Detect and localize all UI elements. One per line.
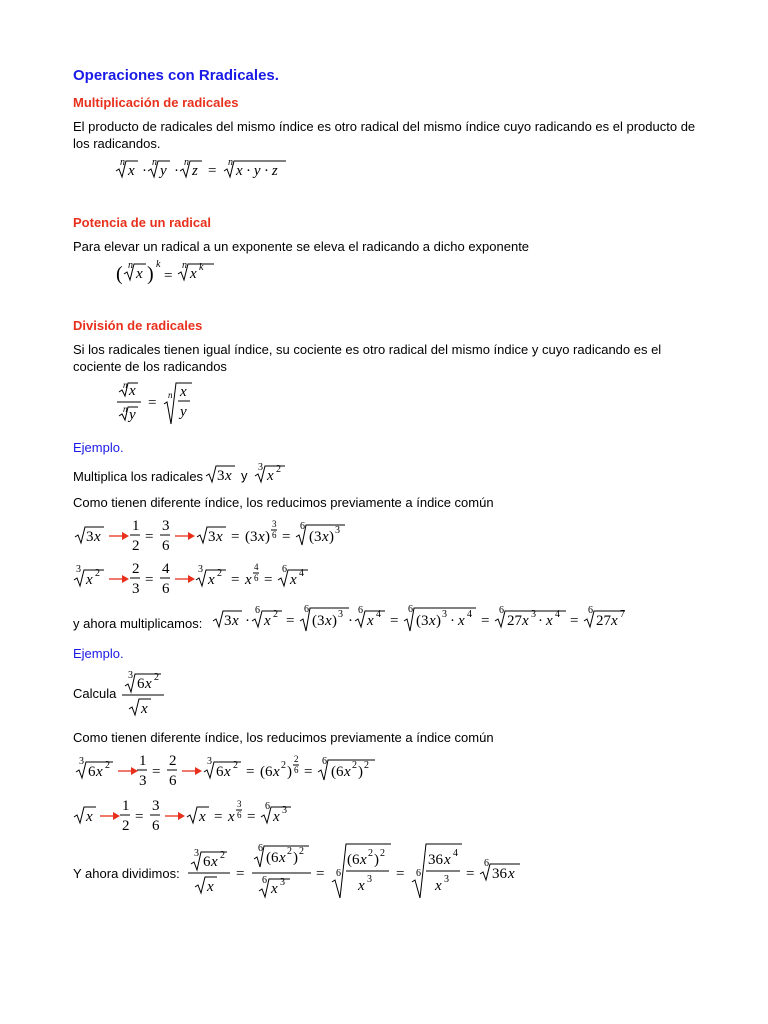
svg-text:=: = (396, 866, 405, 882)
svg-text:x: x (279, 850, 286, 866)
svg-text:=: = (214, 809, 223, 825)
svg-text:6: 6 (484, 858, 489, 869)
svg-text:3: 3 (139, 773, 147, 789)
svg-text:3: 3 (79, 756, 84, 767)
svg-text:=: = (231, 529, 240, 545)
svg-text:6: 6 (152, 818, 160, 834)
svg-text:x: x (245, 572, 252, 588)
svg-text:=: = (148, 395, 157, 411)
svg-text:3: 3 (444, 874, 449, 885)
svg-text:2: 2 (294, 754, 299, 764)
svg-text:x: x (358, 878, 365, 894)
svg-text:=: = (264, 572, 273, 588)
svg-text:k: k (199, 262, 204, 273)
svg-text:x: x (522, 613, 529, 629)
svg-text:z: z (192, 163, 198, 179)
svg-text:·: · (174, 163, 179, 179)
svg-text:4: 4 (254, 562, 259, 572)
svg-text:n: n (128, 260, 133, 271)
svg-text:6: 6 (304, 604, 309, 615)
svg-text:6: 6 (162, 538, 170, 554)
svg-text:·: · (348, 613, 353, 629)
svg-text:3: 3 (367, 874, 372, 885)
example-1-result-label: y ahora multiplicamos: (73, 616, 203, 631)
svg-text:x: x (190, 266, 197, 282)
svg-text:3: 3 (128, 670, 133, 681)
svg-text:=: = (145, 529, 154, 545)
example-2-fraction (120, 666, 180, 722)
svg-text:6: 6 (300, 521, 305, 532)
svg-text:=: = (145, 572, 154, 588)
svg-text:n: n (152, 157, 157, 168)
text-division: Si los radicales tienen igual índice, su cociente es otro radical del mismo índice y cuyo radicando es el cociente de los radicandos (73, 342, 662, 374)
example-2-step-1 (73, 750, 393, 790)
svg-text:6: 6 (169, 773, 177, 789)
svg-text:2: 2 (132, 538, 140, 554)
svg-text:3: 3 (224, 613, 232, 629)
svg-text:x: x (325, 613, 332, 629)
svg-text:=: = (208, 163, 217, 179)
svg-text:x: x (429, 613, 436, 629)
svg-text:2: 2 (352, 760, 357, 771)
svg-text:27: 27 (596, 613, 611, 629)
example-2-prompt: Calcula (73, 686, 117, 701)
svg-text:1: 1 (132, 518, 140, 534)
svg-text:(3: (3 (416, 613, 429, 629)
svg-text:36: 36 (492, 866, 507, 882)
svg-text:n: n (123, 404, 128, 414)
svg-text:x: x (273, 809, 280, 825)
svg-text:2: 2 (287, 846, 292, 857)
svg-text:(6: (6 (266, 850, 279, 866)
svg-text:(6: (6 (331, 764, 344, 780)
svg-text:1: 1 (139, 753, 147, 769)
svg-text:=: = (246, 764, 255, 780)
svg-text:2: 2 (154, 672, 159, 683)
svg-text:2: 2 (132, 561, 140, 577)
svg-text:): ) (147, 263, 154, 285)
svg-text:3: 3 (208, 529, 216, 545)
svg-text:2: 2 (169, 753, 177, 769)
svg-text:(3: (3 (312, 613, 325, 629)
svg-text:3: 3 (531, 609, 536, 620)
svg-text:y: y (129, 407, 136, 423)
svg-text:6: 6 (499, 605, 504, 616)
svg-text:3: 3 (132, 581, 140, 597)
svg-text:2: 2 (217, 568, 222, 579)
svg-text:x: x (546, 613, 553, 629)
svg-text:x: x (180, 384, 187, 400)
svg-text:x: x (145, 676, 152, 692)
svg-text:=: = (152, 764, 161, 780)
svg-text:=: = (316, 866, 325, 882)
svg-text:36: 36 (428, 852, 443, 868)
svg-text:x: x (435, 878, 442, 894)
svg-text:3: 3 (194, 848, 199, 859)
svg-text:4: 4 (453, 848, 458, 859)
svg-text:(3: (3 (309, 529, 322, 545)
svg-text:4: 4 (299, 568, 304, 579)
svg-text:x: x (216, 529, 223, 545)
svg-text:3: 3 (272, 519, 277, 529)
svg-text:n: n (168, 390, 173, 400)
svg-text:6: 6 (358, 605, 363, 616)
svg-text:x: x (271, 881, 278, 897)
svg-text:=: = (466, 866, 475, 882)
svg-text:=: = (282, 529, 291, 545)
svg-text:3: 3 (217, 468, 225, 484)
svg-text:(6: (6 (347, 852, 360, 868)
svg-text:(6: (6 (260, 764, 273, 780)
svg-text:k: k (156, 259, 161, 270)
svg-text:=: = (231, 572, 240, 588)
svg-text:6: 6 (203, 854, 211, 870)
svg-text:2: 2 (273, 609, 278, 620)
example-2-result (186, 840, 526, 902)
svg-text:y: y (160, 163, 167, 179)
svg-text:x: x (225, 468, 232, 484)
svg-text:x: x (258, 529, 265, 545)
svg-text:x: x (273, 764, 280, 780)
example-1-radicals (205, 460, 305, 488)
svg-text:x: x (232, 613, 239, 629)
svg-text:x: x (211, 854, 218, 870)
svg-text:27: 27 (507, 613, 522, 629)
svg-text:(: ( (116, 263, 123, 285)
svg-text:6: 6 (272, 530, 277, 540)
svg-text:2: 2 (233, 760, 238, 771)
svg-text:x: x (141, 701, 148, 717)
svg-text:x: x (264, 613, 271, 629)
svg-text:x: x (208, 572, 215, 588)
svg-text:2: 2 (364, 760, 369, 771)
svg-text:6: 6 (408, 604, 413, 615)
example-1-note: Como tienen diferente índice, los reducimos previamente a índice común (73, 495, 494, 510)
svg-text:3: 3 (442, 609, 447, 620)
svg-text:3: 3 (198, 564, 203, 575)
svg-text:6: 6 (322, 756, 327, 767)
svg-text:x: x (322, 529, 329, 545)
text-potencia: Para elevar un radical a un exponente se eleva el radicando a dicho exponente (73, 239, 530, 254)
svg-text:4: 4 (376, 609, 381, 620)
svg-text:x: x (207, 879, 214, 895)
svg-text:1: 1 (122, 798, 130, 814)
example-1-label: Ejemplo. (73, 440, 124, 455)
svg-text:): ) (436, 613, 441, 629)
svg-text:y: y (241, 468, 248, 483)
svg-text:6: 6 (416, 868, 421, 879)
svg-text:x: x (128, 163, 135, 179)
svg-text:=: = (247, 809, 256, 825)
text-multiplicacion: El producto de radicales del mismo índice es otro radical del mismo índice cuyo radicando es el producto de los radicandos. (73, 119, 696, 151)
svg-text:=: = (304, 764, 313, 780)
svg-text:3: 3 (207, 756, 212, 767)
svg-text:n: n (182, 260, 187, 271)
svg-text:x: x (444, 852, 451, 868)
svg-text:6: 6 (216, 764, 224, 780)
svg-text:3: 3 (338, 609, 343, 620)
svg-text:y: y (180, 404, 187, 420)
svg-text:): ) (329, 529, 334, 545)
svg-text:6: 6 (262, 875, 267, 886)
svg-text:x: x (94, 529, 101, 545)
svg-text:6: 6 (137, 676, 145, 692)
svg-text:2: 2 (220, 850, 225, 861)
svg-text:3: 3 (258, 462, 263, 473)
svg-text:x: x (508, 866, 515, 882)
svg-text:x: x (458, 613, 465, 629)
svg-text:x: x (290, 572, 297, 588)
formula-division (114, 380, 234, 430)
svg-text:7: 7 (620, 609, 625, 620)
example-1-step-1 (73, 515, 373, 555)
svg-text:·: · (538, 613, 543, 629)
svg-text:3: 3 (335, 525, 340, 536)
svg-text:x: x (136, 266, 143, 282)
svg-text:n: n (184, 157, 189, 168)
svg-text:6: 6 (162, 581, 170, 597)
svg-text:x: x (228, 809, 235, 825)
svg-text:x · y · z: x · y · z (236, 163, 278, 179)
example-1-step-2 (73, 558, 373, 598)
svg-text:·: · (245, 613, 250, 629)
svg-text:6: 6 (265, 801, 270, 812)
svg-text:6: 6 (294, 765, 299, 775)
svg-text:2: 2 (122, 818, 130, 834)
heading-division: División de radicales (73, 318, 203, 333)
svg-text:x: x (86, 809, 93, 825)
svg-text:6: 6 (88, 764, 96, 780)
page-title: Operaciones con Rradicales. (73, 67, 279, 84)
svg-text:6: 6 (254, 573, 259, 583)
svg-text:x: x (267, 468, 274, 484)
svg-text:x: x (224, 764, 231, 780)
svg-text:x: x (367, 613, 374, 629)
svg-text:x: x (199, 809, 206, 825)
svg-text:): ) (374, 852, 379, 868)
svg-text:): ) (332, 613, 337, 629)
svg-text:): ) (293, 850, 298, 866)
svg-text:4: 4 (162, 561, 170, 577)
svg-text:2: 2 (299, 846, 304, 857)
svg-text:=: = (570, 613, 579, 629)
svg-text:2: 2 (368, 848, 373, 859)
svg-text:): ) (265, 529, 270, 545)
svg-text:·: · (450, 613, 455, 629)
svg-text:=: = (390, 613, 399, 629)
formula-potencia (116, 258, 236, 288)
formula-multiplicacion (110, 155, 310, 185)
svg-text:n: n (228, 157, 233, 168)
svg-text:n: n (123, 380, 128, 390)
svg-text:): ) (358, 764, 363, 780)
svg-text:2: 2 (95, 568, 100, 579)
svg-text:·: · (142, 163, 147, 179)
svg-text:6: 6 (255, 605, 260, 616)
svg-text:2: 2 (276, 464, 281, 475)
svg-text:4: 4 (467, 609, 472, 620)
svg-text:2: 2 (380, 848, 385, 859)
svg-text:x: x (360, 852, 367, 868)
svg-text:=: = (135, 809, 144, 825)
svg-text:2: 2 (281, 760, 286, 771)
svg-text:6: 6 (336, 868, 341, 879)
svg-text:): ) (287, 764, 292, 780)
svg-text:3: 3 (237, 799, 242, 809)
example-2-step-2 (73, 795, 373, 835)
svg-text:3: 3 (280, 877, 285, 888)
example-2-label: Ejemplo. (73, 646, 124, 661)
example-1-prompt: Multiplica los radicales (73, 469, 204, 484)
svg-text:3: 3 (162, 518, 170, 534)
example-2-note: Como tienen diferente índice, los reducimos previamente a índice común (73, 730, 494, 745)
svg-text:3: 3 (282, 805, 287, 816)
svg-text:4: 4 (555, 609, 560, 620)
svg-text:n: n (120, 157, 125, 168)
svg-text:3: 3 (76, 564, 81, 575)
svg-text:3: 3 (86, 529, 94, 545)
svg-text:6: 6 (237, 810, 242, 820)
heading-potencia: Potencia de un radical (73, 215, 211, 230)
svg-text:=: = (286, 613, 295, 629)
svg-text:=: = (164, 268, 173, 284)
svg-text:=: = (481, 613, 490, 629)
svg-text:(3: (3 (245, 529, 258, 545)
svg-text:x: x (129, 383, 136, 399)
heading-multiplicacion: Multiplicación de radicales (73, 95, 239, 110)
example-1-result (212, 603, 662, 639)
svg-text:x: x (86, 572, 93, 588)
svg-text:2: 2 (105, 760, 110, 771)
svg-text:3: 3 (152, 798, 160, 814)
svg-text:=: = (236, 866, 245, 882)
svg-text:6: 6 (588, 605, 593, 616)
svg-text:x: x (611, 613, 618, 629)
svg-text:6: 6 (282, 564, 287, 575)
svg-text:x: x (344, 764, 351, 780)
svg-text:x: x (96, 764, 103, 780)
example-2-result-label: Y ahora dividimos: (73, 866, 180, 881)
svg-text:6: 6 (258, 843, 263, 854)
